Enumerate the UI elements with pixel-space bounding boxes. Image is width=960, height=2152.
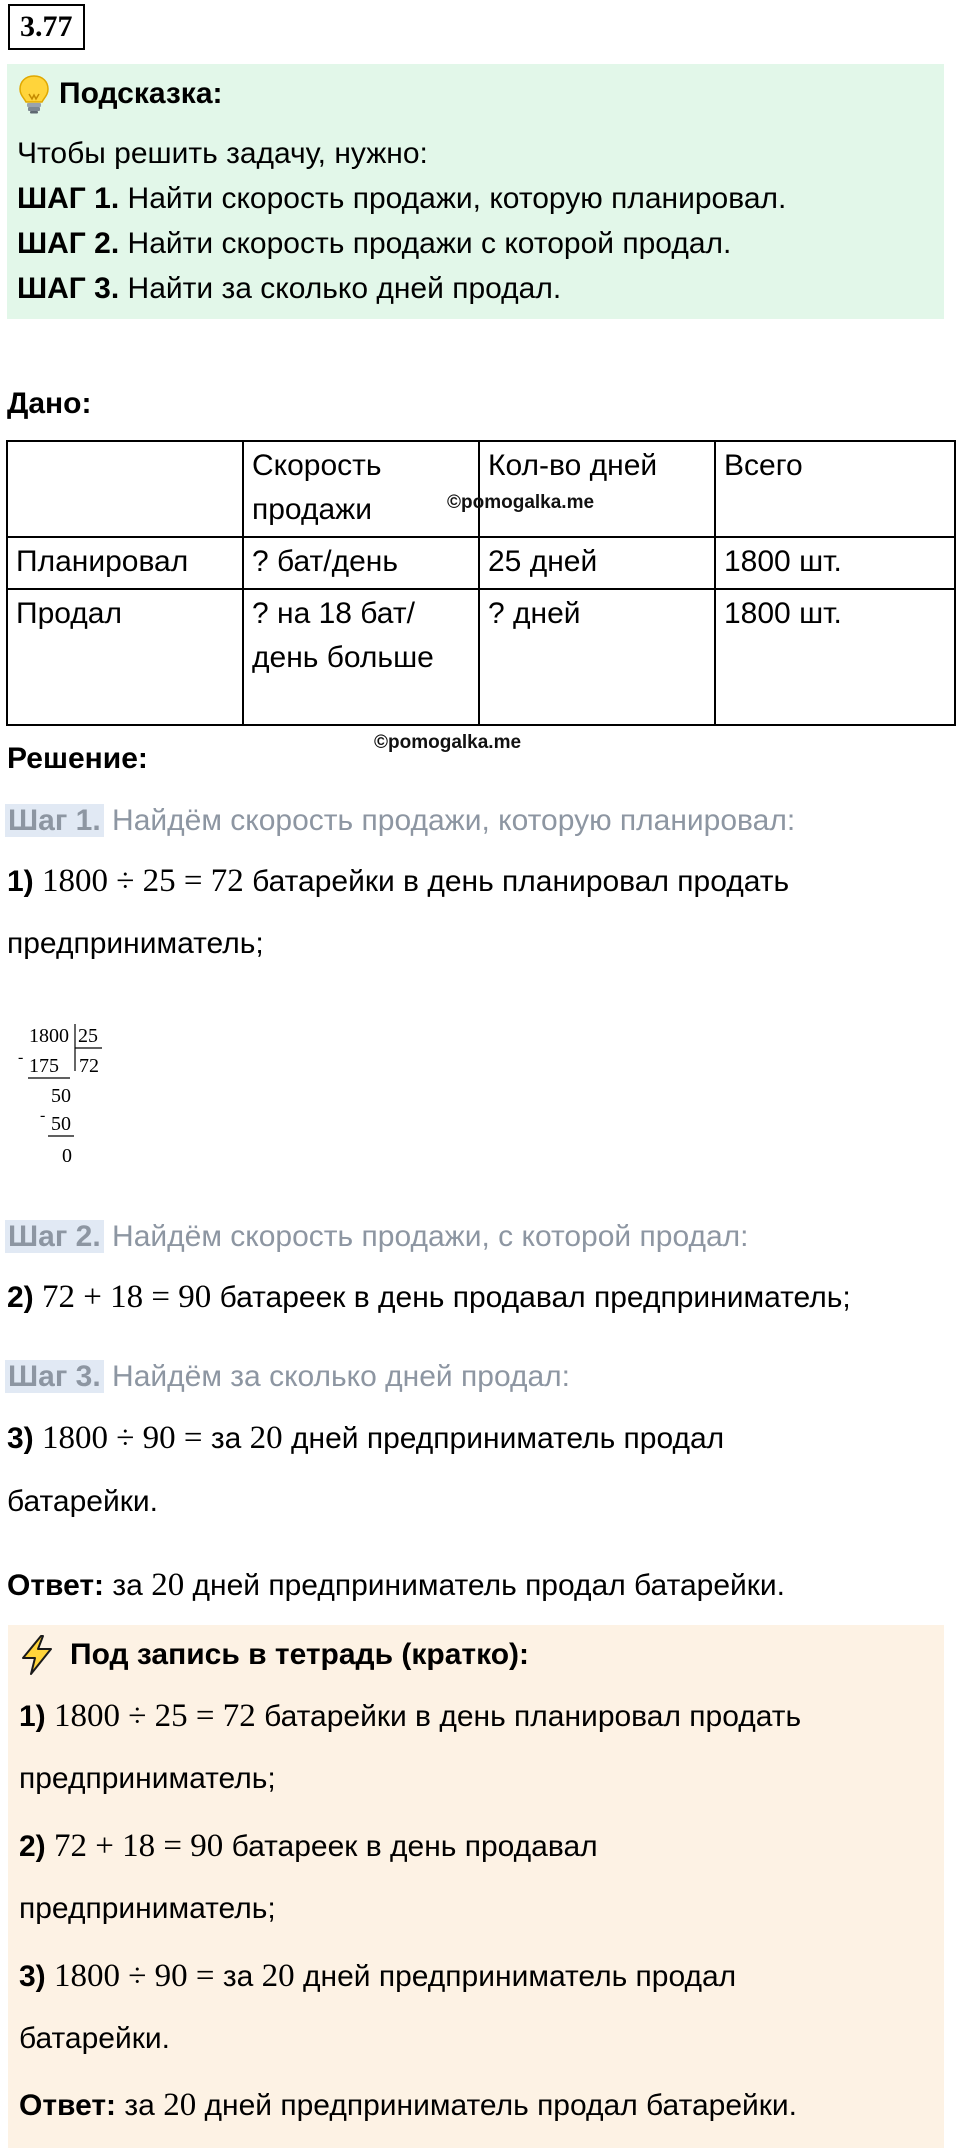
watermark: ©pomogalka.me xyxy=(374,732,522,753)
table-cell: Продал xyxy=(7,589,243,725)
table-cell: ? дней xyxy=(479,589,715,725)
table-row xyxy=(7,537,955,589)
hint-step-label: ШАГ 3. xyxy=(17,272,120,305)
hint-step-label: ШАГ 1. xyxy=(17,182,120,215)
table-row xyxy=(7,589,955,725)
result-text: за xyxy=(222,1960,254,1993)
solution-label: Решение: xyxy=(7,742,148,775)
answer-label: Ответ: xyxy=(7,1569,105,1602)
hint-step-text: Найти скорость продажи с которой продал. xyxy=(127,227,732,260)
result-text: батареек в день продавал предприниматель; xyxy=(219,1281,851,1314)
division-quotient: 72 xyxy=(79,1055,99,1077)
notebook-answer xyxy=(19,2083,797,2128)
step-number: 3) xyxy=(7,1422,34,1455)
step-tag: Шаг 1. xyxy=(5,804,104,837)
table-cell: 1800 шт. xyxy=(715,589,955,725)
solution-line-3 xyxy=(7,1416,724,1461)
notebook-line-2b: предприниматель; xyxy=(19,1892,276,1925)
step-description: Найдём скорость продажи, которую планировал: xyxy=(112,804,796,837)
watermark: ©pomogalka.me xyxy=(447,492,595,513)
table-cell: Кол-во дней xyxy=(479,441,715,537)
answer-line xyxy=(7,1563,785,1608)
table-cell: 1800 шт. xyxy=(715,537,955,589)
hint-step-1 xyxy=(17,181,786,217)
table-cell: Всего xyxy=(715,441,955,537)
solution-line-3b: батарейки. xyxy=(7,1485,158,1518)
days-value: 20 xyxy=(163,2087,197,2123)
table-cell: Планировал xyxy=(7,537,243,589)
answer-label: Ответ: xyxy=(19,2089,117,2122)
division-subtrahend: 175 xyxy=(29,1055,59,1077)
answer-text: за xyxy=(124,2089,155,2122)
result-text: батареек в день продавал xyxy=(231,1830,598,1863)
result-text: батарейки в день планировал продать xyxy=(252,865,790,898)
hint-box xyxy=(7,64,944,319)
notebook-line-3b: батарейки. xyxy=(19,2022,170,2055)
hint-intro: Чтобы решить задачу, нужно: xyxy=(17,137,428,170)
math-expression: 1800 ÷ 90 = xyxy=(42,1420,203,1456)
notebook-line-1b: предприниматель; xyxy=(19,1762,276,1795)
math-expression: 1800 ÷ 25 = 72 xyxy=(42,863,244,899)
table-cell xyxy=(7,441,243,537)
math-expression: 1800 ÷ 25 = 72 xyxy=(54,1698,256,1734)
step-1-heading xyxy=(5,801,795,841)
step-description: Найдём скорость продажи, с которой продал: xyxy=(112,1220,749,1253)
table-cell: Скорость продажи xyxy=(243,441,479,537)
notebook-title: Под запись в тетрадь (кратко): xyxy=(70,1638,530,1671)
minus-sign: - xyxy=(18,1049,24,1066)
division-remainder: 0 xyxy=(62,1145,72,1167)
days-value: 20 xyxy=(151,1567,185,1603)
days-value: 20 xyxy=(249,1420,283,1456)
step-number: 1) xyxy=(19,1700,46,1733)
table-cell: ? бат/день xyxy=(243,537,479,589)
math-expression: 72 + 18 = 90 xyxy=(54,1828,224,1864)
division-subtrahend: 50 xyxy=(51,1113,71,1135)
solution-line-2 xyxy=(7,1275,851,1320)
notebook-line-1 xyxy=(19,1694,801,1739)
minus-sign: - xyxy=(40,1107,46,1124)
division-remainder: 50 xyxy=(51,1085,71,1107)
step-description: Найдём за сколько дней продал: xyxy=(112,1360,570,1393)
result-text: дней предприниматель продал xyxy=(291,1422,725,1455)
table-cell: 25 дней xyxy=(479,537,715,589)
answer-text: дней предприниматель продал батарейки. xyxy=(204,2089,798,2122)
long-division xyxy=(18,1018,108,1178)
notebook-box xyxy=(8,1625,944,2148)
step-number: 1) xyxy=(7,865,34,898)
answer-text: дней предприниматель продал батарейки. xyxy=(192,1569,786,1602)
table-header-row xyxy=(7,441,955,537)
step-number: 2) xyxy=(19,1830,46,1863)
result-text: батарейки в день планировал продать xyxy=(264,1700,802,1733)
task-number: 3.77 xyxy=(8,4,85,50)
step-number: 3) xyxy=(19,1960,46,1993)
step-3-heading xyxy=(5,1357,570,1397)
given-label: Дано: xyxy=(7,387,92,420)
solution-line-1 xyxy=(7,859,789,904)
step-2-heading xyxy=(5,1217,749,1257)
division-divisor: 25 xyxy=(78,1025,98,1047)
hint-step-3 xyxy=(17,271,561,307)
result-text: за xyxy=(210,1422,242,1455)
division-dividend: 1800 xyxy=(29,1025,69,1047)
hint-step-text: Найти скорость продажи, которую планировал. xyxy=(127,182,787,215)
step-tag: Шаг 3. xyxy=(5,1360,104,1393)
days-value: 20 xyxy=(261,1958,295,1994)
hint-step-text: Найти за сколько дней продал. xyxy=(127,272,562,305)
math-expression: 1800 ÷ 90 = xyxy=(54,1958,215,1994)
table-cell: ? на 18 бат/день больше xyxy=(243,589,479,725)
result-text: дней предприниматель продал xyxy=(303,1960,737,1993)
step-tag: Шаг 2. xyxy=(5,1220,104,1253)
notebook-line-2 xyxy=(19,1824,598,1869)
step-number: 2) xyxy=(7,1281,34,1314)
hint-step-2 xyxy=(17,226,731,262)
solution-line-1b: предприниматель; xyxy=(7,927,264,960)
lightbulb-icon xyxy=(17,74,51,114)
answer-text: за xyxy=(112,1569,143,1602)
notebook-line-3 xyxy=(19,1954,736,1999)
hint-title: Подсказка: xyxy=(59,77,223,110)
lightning-icon xyxy=(19,1635,55,1675)
math-expression: 72 + 18 = 90 xyxy=(42,1279,212,1315)
given-table xyxy=(6,440,956,726)
hint-step-label: ШАГ 2. xyxy=(17,227,120,260)
